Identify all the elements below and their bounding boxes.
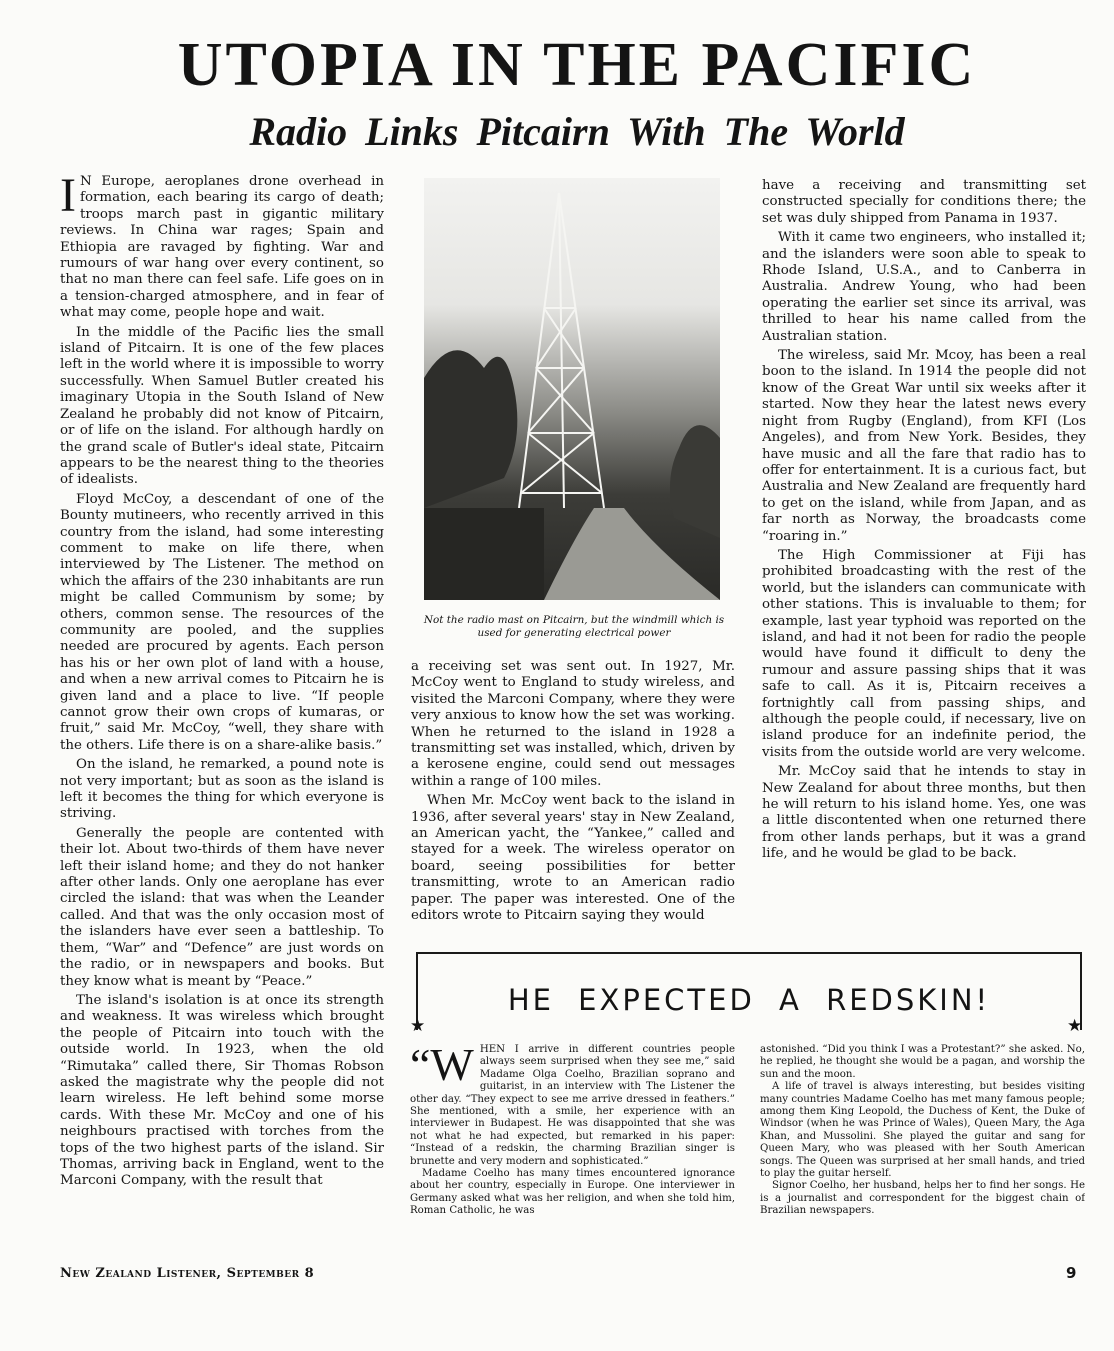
article-paragraph: The island's isolation is at once its strength and weakness. It was wireless which brought the people of Pitcairn into touch with the outside world. In 1923, when the old “Rimutaka” called there, Sir Thomas Robson asked the magistrate why the people did not learn wireless. He left behind some morse cards. With these Mr. McCoy and one of his neighbours practised with torches from the tops of the two highest parts of the island. Sir Thomas, arriving back in England, went to the Marconi Company, with the result that [60, 992, 384, 1189]
article-paragraph: Mr. McCoy said that he intends to stay in New Zealand for about three months, but then he will return to his island home. Yes, one was a little discontented when one returned there from other lands perhaps, but it was a grand life, and he would be glad to be back. [762, 764, 1086, 862]
article-paragraph: When Mr. McCoy went back to the island in 1936, after several years' stay in New Zealand, an American yacht, the “Yankee,” called and stayed for a week. The wireless operator on board, seeing possibilities for better transmitting, wrote to an American radio paper. The paper was interested. One of the editors wrote to Pitcairn saying they would [411, 793, 735, 924]
article-column-3 [762, 178, 1086, 938]
article-paragraph: I N Europe, aeroplanes drone overhead in formation, each bearing its cargo of death; troops march past in gigantic military reviews. In China war rages; Spain and Ethiopia are ravaged by fighting. War and rumours of war hang over every continent, so that no man there can feel safe. Life goes on in a tension-charged atmosphere, and in fear of what may come, people hope and wait. [60, 174, 384, 321]
star-icon: ★ [1067, 1016, 1083, 1036]
page-number: 9 [1066, 1264, 1077, 1282]
sidebar-paragraph: A life of travel is always interesting, but besides visiting many countries Madame Coelho has met many famous people; among them King Leopold, the Duchess of Kent, the Duke of Windsor (when he was Prince of Wales), Queen Mary, the Aga Khan, and Mussolini. She played the guitar and sang for Queen Mary, who was pleased with her South American songs. The Queen was surprised at her small hands, and tried to play the guitar herself. [760, 1081, 1085, 1180]
windmill-illustration [424, 178, 720, 600]
foliage-right [670, 425, 720, 538]
sidebar-paragraph: “W HEN I arrive in different countries people always seem surprised when they see me,” said Madame Olga Coelho, Brazilian soprano and guitarist, in an interview with The Listener the other day. “They expect to see me arrive dressed in feathers.” She mentioned, with a smile, her experience with an interviewer in Budapest. He was disappointed that she was not what he had expected, but remarked in his paper: “Instead of a redskin, the charming Brazilian singer is brunette and very modern and sophisticated.” [410, 1044, 735, 1167]
drop-cap: I [60, 174, 76, 222]
article-column-2 [411, 659, 735, 935]
article-paragraph: have a receiving and transmitting set constructed specially for conditions there; the set was duly shipped from Panama in 1937. [762, 178, 1086, 226]
publication-footer: New Zealand Listener, September 8 [60, 1266, 315, 1281]
sidebar-paragraph: Signor Coelho, her husband, helps her to find her songs. He is a journalist and correspondent for the biggest chain of Brazilian newspapers. [760, 1180, 1085, 1217]
subheadline: Radio Links Pitcairn With The World [249, 109, 905, 154]
windmill-photo [424, 178, 720, 600]
article-paragraph: Floyd McCoy, a descendant of one of the Bounty mutineers, who recently arrived in this country from the island, had some interesting comment to make on life there, when interviewed by The Listener. The method on which the affairs of the 230 inhabitants are run might be called Communism by some; by others, common sense. The resources of the community are pooled, and the supplies needed are procured by agents. Each person has his or her own plot of land with a house, and when a new arrival comes to Pitcairn he is given land and a place to live. “If people cannot grow their own crops of kumaras, or fruit,” said Mr. McCoy, “well, they share with the others. Life there is on a share-alike basis.” [60, 491, 384, 753]
sidebar-paragraph: Madame Coelho has many times encountered ignorance about her country, especially in Europe. One interviewer in Germany asked what was her religion, and when she told him, Roman Catholic, he was [410, 1168, 735, 1217]
windmill-tower [519, 193, 604, 508]
sidebar-headline: HE EXPECTED A REDSKIN! [507, 983, 991, 1017]
photo-caption: Not the radio mast on Pitcairn, but the windmill which is used for generating electrical power [423, 614, 725, 639]
article-paragraph: With it came two engineers, who installed it; and the islanders were soon able to speak to Rhode Island, U.S.A., and to Canberra in Australia. Andrew Young, who had been operating the earlier set since its arrival, was thrilled to hear his name called from the Australian station. [762, 230, 1086, 344]
star-icon: ★ [410, 1016, 426, 1036]
article-paragraph: The wireless, said Mr. Mcoy, has been a real boon to the island. In 1914 the people did not know of the Great War until six weeks after it started. Now they hear the latest news every night from Rugby (England), from KFI (Los Angeles), and from New York. Besides, they have music and all the fare that radio has to offer for entertainment. It is a curious fact, but Australia and New Zealand are frequently hard to get on the island, while from Japan, and as far north as Norway, the broadcasts come “roaring in.” [762, 348, 1086, 544]
article-paragraph: In the middle of the Pacific lies the small island of Pitcairn. It is one of the few places left in the world where it is impossible to worry successfully. When Samuel Butler created his imaginary Utopia in the South Island of New Zealand he probably did not know of Pitcairn, or of life on the island. For although hardly on the grand scale of Butler's ideal state, Pitcairn appears to be the nearest thing to the theories of idealists. [60, 324, 384, 488]
article-paragraph: a receiving set was sent out. In 1927, Mr. McCoy went to England to study wireless, and visited the Marconi Company, where they were very anxious to know how the set was working. When he returned to the island in 1928 a transmitting set was installed, which, driven by a kerosene engine, could send out messages within a range of 100 miles. [411, 659, 735, 789]
sidebar-column-1 [410, 1044, 735, 1254]
article-paragraph: The High Commissioner at Fiji has prohibited broadcasting with the rest of the world, but the islanders can communicate with other stations. This is invaluable to them; for example, last year typhoid was reported on the island, and had it not been for radio the people would have found it difficult to deny the rumour and assure passing ships that it was safe to call. As it is, Pitcairn receives a fortnightly call from passing ships, and although the people could, if necessary, live on island produce for an indefinite period, the visits from the outside world are very welcome. [762, 547, 1086, 760]
sidebar-column-2 [760, 1044, 1085, 1254]
sidebar-drop-cap: “W [410, 1044, 474, 1090]
headline: UTOPIA IN THE PACIFIC [177, 31, 977, 99]
sidebar-box [416, 952, 1082, 1030]
foliage-left [424, 350, 517, 508]
article-paragraph: Generally the people are contented with their lot. About two-thirds of them have never left their island home; and they do not hanker after other lands. Only one aeroplane has ever circled the island: that was when the Leander called. And that was the only occasion most of the islanders have ever seen a battleship. To them, “War” and “Defence” are just words on the radio, or in newspapers and books. But they know what is meant by “Peace.” [60, 825, 384, 989]
hedge [424, 508, 544, 600]
article-column-1 [60, 174, 384, 1250]
sidebar-paragraph: astonished. “Did you think I was a Protestant?” she asked. No, he replied, he thought she would be a pagan, and worship the sun and the moon. [760, 1044, 1085, 1080]
article-paragraph: On the island, he remarked, a pound note is not very important; but as soon as the island is left it becomes the thing for which everyone is striving. [60, 757, 384, 822]
